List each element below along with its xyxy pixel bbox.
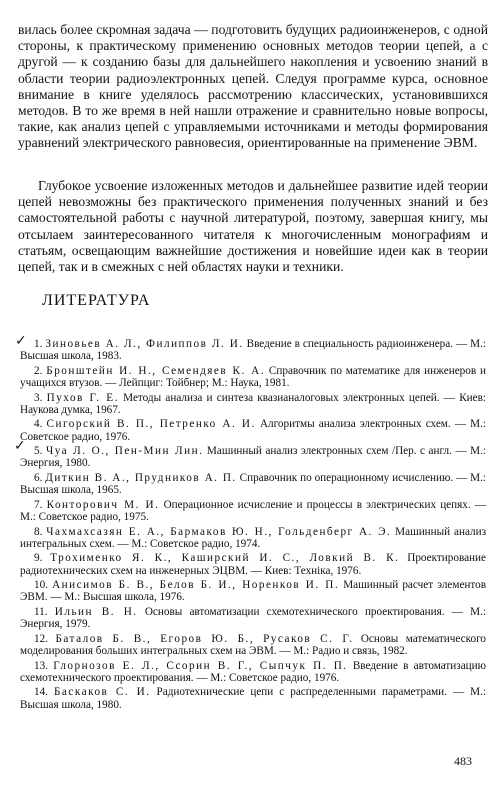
reference-text: Методы анализа и синтеза квазианалоговых электронных цепей. — Киев: Наукова думка, 1967. — [20, 391, 487, 416]
body-paragraph: Глубокое усвоение изложенных методов и дальнейшее развитие идей теории цепей невозможны без практического применения полученных знаний и без самостоятельной работы с научной литературой, поэтому, завершая книгу, мы отсылаем заинтересованного читателя к многочисленным монографиям и статьям, освещающим важнейшие достижения и новейшие идеи как в теории цепей, так и в смежных с ней областях науки и техники. — [18, 178, 488, 275]
reference-authors: Чуа Л. О., Пен-Мин Лин. — [45, 445, 204, 458]
reference-list — [20, 338, 486, 713]
reference-text: Радиотехнические цепи с распределенными параметрами. — М.: Высшая школа, 1980. — [20, 686, 487, 711]
reference-text: Машинный расчет элементов ЭВМ. — М.: Высшая школа, 1976. — [20, 579, 487, 604]
handwritten-check-mark: ✓ — [15, 334, 27, 349]
section-heading: ЛИТЕРАТУРА — [42, 292, 151, 309]
reference-text: Машинный анализ электронных схем /Пер. с англ. — М.: Энергия, 1980. — [20, 445, 487, 470]
reference-number: 1. — [34, 338, 43, 350]
reference-number: 9. — [34, 552, 43, 565]
reference-authors: Баскаков С. И. — [54, 686, 151, 699]
reference-item — [20, 552, 486, 576]
reference-number: 14. — [34, 686, 48, 699]
reference-number: 6. — [34, 471, 43, 484]
reference-item — [20, 660, 486, 684]
reference-authors: Баталов Б. В., Егоров Ю. Б., Русаков С. Г. — [55, 632, 354, 645]
reference-authors: Конторович М. И. — [46, 498, 160, 511]
reference-item — [20, 686, 486, 710]
reference-text: Основы математического моделирования больших интегральных схем на ЭВМ. — М.: Радио и связь, 1982. — [20, 632, 486, 657]
reference-text: Справочник по операционному исчислению. — М.: Высшая школа, 1965. — [20, 471, 487, 497]
page-number: 483 — [454, 754, 472, 768]
reference-number: 13. — [34, 659, 48, 672]
reference-authors: Сигорский В. П., Петренко А. И. — [46, 418, 256, 431]
reference-authors: Глорнозов Е. Л., Ссорин В. Г., Сыпчук П. П. — [53, 659, 348, 672]
handwritten-check-mark: ✓ — [14, 439, 26, 454]
reference-item — [20, 472, 486, 496]
reference-number: 12. — [34, 632, 48, 645]
reference-number: 5. — [34, 445, 43, 458]
reference-authors: Ильин В. Н. — [54, 605, 138, 618]
reference-item — [20, 526, 486, 550]
reference-text: Проектирование радиотехнических схем на инженерных ЭЦВМ. — Киев: Техніка, 1976. — [20, 552, 486, 577]
reference-item — [20, 499, 486, 523]
reference-item — [20, 338, 486, 362]
reference-authors: Зиновьев А. Л., Филиппов Л. И. — [45, 338, 244, 350]
reference-item — [20, 606, 486, 630]
reference-item — [20, 633, 486, 657]
reference-item — [20, 418, 486, 442]
reference-item — [20, 579, 486, 603]
reference-authors: Пухов Г. Е. — [46, 391, 119, 404]
reference-text: Основы автоматизации схемотехнического проектирования. — М.: Энергия, 1979. — [20, 605, 487, 631]
reference-number: 10. — [34, 579, 48, 592]
reference-number: 4. — [34, 418, 43, 431]
reference-number: 3. — [34, 391, 43, 404]
reference-item — [20, 392, 486, 416]
body-paragraph: вилась более скромная задача — подготовить будущих радиоинженеров, с одной стороны, к практическому применению основных методов теории цепей, а с другой — к созданию базы для дальнейшего накопления и усвоению знаний в области теории радиоэлектронных цепей. Следуя программе курса, основное внимание в книге уделялось рассмотрению классических, установившихся методов. В то же время в ней нашли отражение и сравнительно новые вопросы, такие, как анализ цепей с управляемыми источниками и методы формирования уравнений электрического равновесия, ориентированные на применение ЭВМ. — [18, 22, 488, 151]
reference-text: Введение в специальность радиоинженера. — М.: Высшая школа, 1983. — [20, 338, 487, 363]
reference-authors: Бронштейн И. Н., Семендяев К. А. — [46, 364, 266, 377]
reference-text: Машинный анализ интегральных схем. — М.: Советское радио, 1974. — [20, 525, 486, 550]
reference-number: 7. — [34, 498, 43, 511]
reference-number: 11. — [34, 605, 48, 618]
reference-authors: Трохименко Я. К., Каширский И. С., Ловкий В. К. — [50, 552, 400, 565]
reference-item — [20, 365, 486, 389]
reference-authors: Чахмахсазян Е. А., Бармаков Ю. Н., Гольденберг А. Э. — [46, 525, 392, 538]
reference-text: Введение в автоматизацию схемотехнического проектирования. — М.: Советское радио, 1976. — [20, 659, 486, 684]
reference-text: Справочник по математике для инженеров и учащихся втузов. — Лейпциг: Тойбнер; М.: Наука, 1981. — [20, 364, 486, 389]
reference-item — [20, 445, 486, 469]
reference-authors: Анисимов Б. В., Белов Б. И., Норенков И. П. — [52, 579, 340, 592]
reference-number: 2. — [34, 364, 43, 377]
reference-text: Операционное исчисление и процессы в электрических цепях. — М.: Советское радио, 1975. — [20, 498, 487, 523]
reference-text: Алгоритмы анализа электронных схем. — М.: Советское радио, 1976. — [20, 418, 486, 443]
reference-number: 8. — [34, 525, 43, 538]
reference-authors: Диткин В. А., Прудников А. П. — [45, 471, 237, 484]
